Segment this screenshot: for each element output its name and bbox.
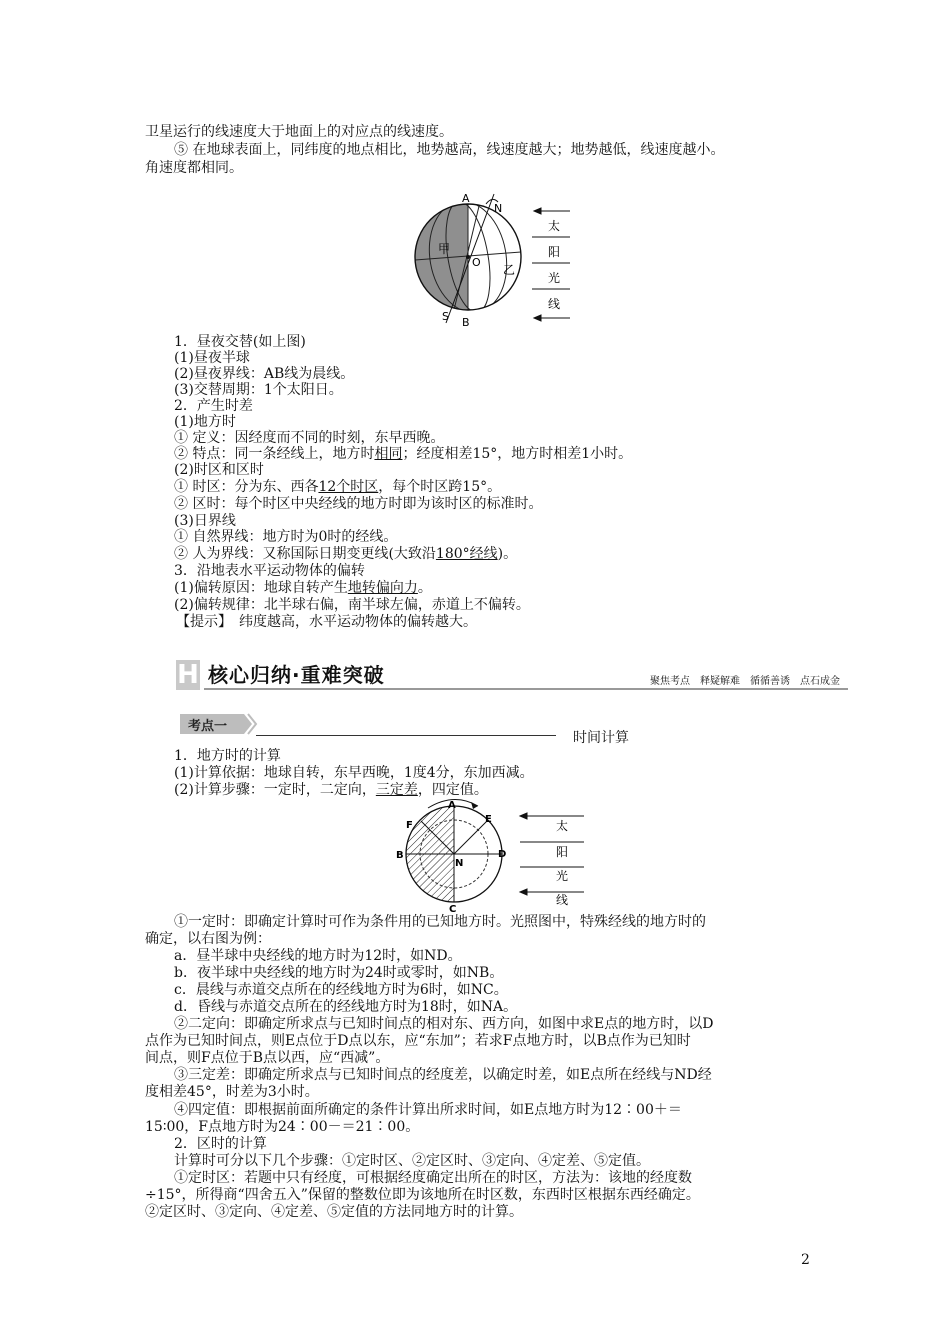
text-line: ② 特点：同一条经线上，地方时相同；经度相差15°，地方时相差1小时。 (174, 446, 633, 462)
text-line: ① 时区：分为东、西各12个时区，每个时区跨15°。 (174, 479, 502, 495)
label-B: B (462, 316, 470, 329)
sun-ray-label: 线 (556, 893, 569, 907)
label-N: N (494, 202, 503, 215)
sun-ray-label: 太 (548, 219, 561, 233)
sun-ray-label: 光 (548, 271, 561, 285)
text-line: ÷15°，所得商“四舍五入”保留的整数位即为该地所在时区数，东西时区根据东西经确定。 (145, 1187, 700, 1203)
day-night-globe-figure (410, 190, 590, 330)
page-number: 2 (801, 1252, 810, 1268)
text-line: 间点，则F点位于B点以西，应“西减”。 (145, 1050, 390, 1066)
text-line: 2．区时的计算 (174, 1136, 267, 1152)
text-line: ② 区时：每个时区中央经线的地方时即为该时区的标准时。 (174, 496, 543, 512)
text-line: (1)昼夜半球 (174, 350, 250, 366)
text-line: 计算时可分以下几个步骤：①定时区、②定区时、③定向、④定差、⑤定值。 (174, 1153, 650, 1169)
label-O: O (472, 256, 481, 269)
sun-ray-label: 阳 (548, 245, 561, 259)
sun-ray-label: 阳 (556, 845, 569, 859)
text-line: ③三定差：即确定所求点与已知时间点的经度差，以确定时差，如E点所在经线与ND经 (174, 1067, 712, 1083)
text-line: b．夜半球中央经线的地方时为24时或零时，如NB。 (174, 965, 504, 981)
sun-ray-label: 太 (556, 819, 569, 833)
banner-slogan: 聚焦考点 释疑解难 循循善诱 点石成金 (650, 676, 840, 687)
text-line: ① 自然界线：地方时为0时的经线。 (174, 529, 398, 545)
text-line: (1)计算依据：地球自转，东早西晚，1度4分，东加西减。 (174, 765, 534, 781)
text-line: (3)交替周期：1个太阳日。 (174, 382, 343, 398)
text-line: 角速度都相同。 (145, 160, 243, 176)
hint-line: 【提示】 纬度越高，水平运动物体的偏转越大。 (176, 614, 477, 630)
label-B: B (396, 850, 404, 861)
text-line: ⑤ 在地球表面上，同纬度的地点相比，地势越高，线速度越大；地势越低，线速度越小。 (174, 142, 725, 158)
text-line: ②二定向：即确定所求点与已知时间点的相对东、西方向，如图中求E点的地方时，以D (174, 1016, 714, 1032)
text-line: ① 定义：因经度而不同的时刻，东早西晚。 (174, 430, 445, 446)
text-line: 2．产生时差 (174, 398, 253, 414)
label-A: A (462, 192, 470, 205)
text-line: c．晨线与赤道交点所在的经线地方时为6时，如NC。 (174, 982, 508, 998)
text-line: 1．昼夜交替(如上图) (174, 334, 306, 350)
sun-ray-label: 线 (548, 297, 561, 311)
kaodian-title: 时间计算 (573, 730, 629, 746)
text-line: (2)计算步骤：一定时，二定向，三定差，四定值。 (174, 782, 488, 798)
text-line: ② 人为界线：又称国际日期变更线(大致沿180°经线)。 (174, 546, 518, 562)
label-C: C (449, 904, 457, 914)
label-A: A (448, 800, 456, 811)
text-line: (2)偏转规律：北半球右偏，南半球左偏，赤道上不偏转。 (174, 597, 530, 613)
text-line: (2)时区和区时 (174, 462, 264, 478)
text-line: 15∶00，F点地方时为24∶00－＝21∶00。 (145, 1119, 420, 1135)
text-line: a．昼半球中央经线的地方时为12时，如ND。 (174, 948, 462, 964)
banner-h-icon: H (177, 660, 199, 690)
text-line: ①定时区：若题中只有经度，可根据经度确定出所在的时区，方法为：该地的经度数 (174, 1170, 692, 1186)
sun-ray-label: 光 (556, 869, 569, 883)
banner-title: 核心归纳·重难突破 (208, 663, 385, 687)
kaodian-rule (256, 735, 556, 736)
text-line: (1)偏转原因：地球自转产生地转偏向力。 (174, 580, 432, 596)
label-jia: 甲 (438, 242, 451, 256)
text-line: 1．地方时的计算 (174, 748, 281, 764)
text-line: (2)昼夜界线：AB线为晨线。 (174, 366, 355, 382)
polar-view-figure (392, 794, 592, 914)
label-D: D (498, 849, 507, 860)
text-line: 确定，以右图为例： (145, 931, 271, 947)
kaodian-tag (180, 712, 260, 740)
banner-rule (204, 688, 848, 690)
text-line: 度相差45°，时差为3小时。 (145, 1084, 319, 1100)
label-F: F (406, 820, 413, 831)
text-line: 点作为已知时间点，则E点位于D点以东，应“东加”；若求F点地方时，以B点作为已知时 (145, 1033, 691, 1049)
text-line: 卫星运行的线速度大于地面上的对应点的线速度。 (145, 124, 453, 140)
text-line: 3．沿地表水平运动物体的偏转 (174, 563, 365, 579)
label-yi: 乙 (503, 263, 516, 277)
text-line: ④四定值：即根据前面所确定的条件计算出所求时间，如E点地方时为12∶00＋＝ (174, 1102, 682, 1118)
text-line: (3)日界线 (174, 513, 236, 529)
text-line: (1)地方时 (174, 414, 236, 430)
label-E: E (485, 814, 492, 825)
section-banner (176, 660, 848, 692)
kaodian-label: 考点一 (188, 719, 228, 734)
label-N: N (455, 858, 464, 869)
text-line: ②定区时、③定向、④定差、⑤定值的方法同地方时的计算。 (145, 1204, 523, 1220)
label-S: S (442, 310, 449, 323)
text-line: d．昏线与赤道交点所在的经线地方时为18时，如NA。 (174, 999, 518, 1015)
text-line: ①一定时：即确定计算时可作为条件用的已知地方时。光照图中，特殊经线的地方时的 (174, 914, 706, 930)
